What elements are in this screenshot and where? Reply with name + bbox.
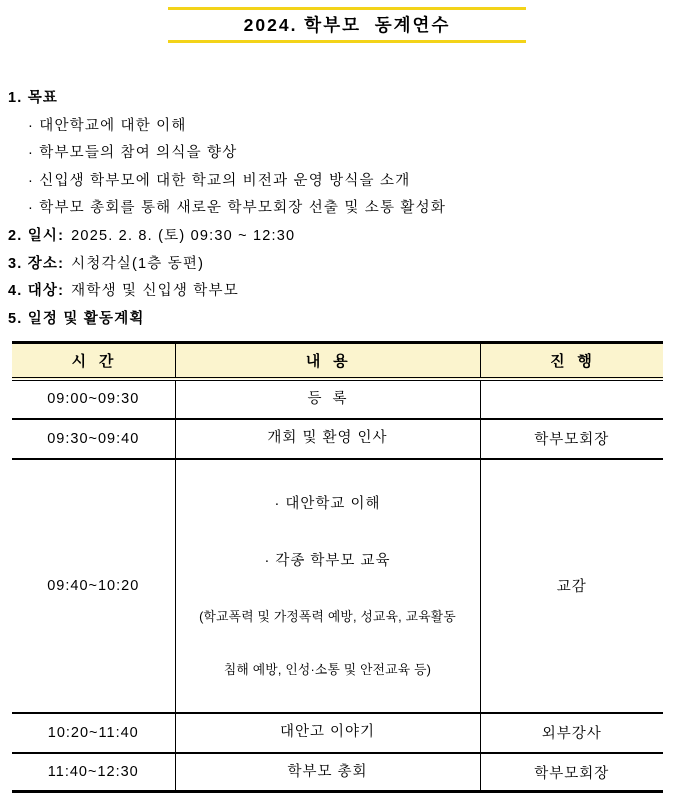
content-line: · 각종 학부모 교육 xyxy=(264,552,391,569)
cell-content xyxy=(175,379,480,419)
header-time: 시 간 xyxy=(12,343,175,379)
cell-content xyxy=(175,459,480,713)
cell-content xyxy=(175,753,480,792)
content-line: 대안고 이야기 xyxy=(279,724,376,741)
cell-time: 10:20~11:40 xyxy=(47,724,139,741)
document-body xyxy=(0,85,675,333)
goal-item: · 대안학교에 대한 이해 xyxy=(28,117,187,134)
goal-item: · 학부모들의 참여 의식을 향상 xyxy=(28,145,238,162)
place-value: 시청각실(1층 동편) xyxy=(71,255,205,272)
cell-content xyxy=(175,419,480,459)
goal-item: · 학부모 총회를 통해 새로운 학부모회장 선출 및 소통 활성화 xyxy=(28,200,447,217)
section-schedule-heading: 5. 일정 및 활동계획 xyxy=(8,310,145,327)
title-box xyxy=(168,7,526,43)
cell-lead: 학부모회장 xyxy=(480,753,663,792)
section-goal-heading: 1. 목표 xyxy=(8,90,59,106)
section-place xyxy=(8,251,675,279)
document-page xyxy=(0,7,675,793)
header-content: 내 용 xyxy=(175,343,480,379)
target-value: 재학생 및 신입생 학부모 xyxy=(71,283,239,300)
place-label: 3. 장소: xyxy=(8,255,65,272)
content-line: 등 록 xyxy=(307,390,348,407)
page-title: 2024. 학부모 동계연수 xyxy=(243,15,451,35)
header-lead: 진 행 xyxy=(480,343,663,379)
cell-lead: 교감 xyxy=(480,459,663,713)
cell-lead: 학부모회장 xyxy=(480,419,663,459)
goal-item: · 신입생 학부모에 대한 학교의 비전과 운영 방식을 소개 xyxy=(28,172,411,189)
content-line: 침해 예방, 인성·소통 및 안전교육 등) xyxy=(223,661,432,677)
schedule-table xyxy=(12,341,663,793)
cell-time: 09:30~09:40 xyxy=(47,430,140,447)
table-row xyxy=(12,753,663,792)
datetime-label: 2. 일시: xyxy=(8,227,65,244)
datetime-value: 2025. 2. 8. (토) 09:30 ~ 12:30 xyxy=(71,227,296,244)
cell-content xyxy=(175,713,480,753)
target-label: 4. 대상: xyxy=(8,283,65,300)
section-target xyxy=(8,278,675,306)
cell-lead xyxy=(480,379,663,419)
table-header-row xyxy=(12,343,663,379)
section-datetime xyxy=(8,223,675,251)
content-line: 학부모 총회 xyxy=(287,763,368,780)
content-line: (학교폭력 및 가정폭력 예방, 성교육, 교육활동 xyxy=(199,608,456,624)
table-row xyxy=(12,419,663,459)
cell-lead: 외부강사 xyxy=(480,713,663,753)
table-row xyxy=(12,379,663,419)
table-row xyxy=(12,459,663,713)
content-line: 개회 및 환영 인사 xyxy=(267,430,388,447)
table-row xyxy=(12,713,663,753)
cell-time: 09:40~10:20 xyxy=(47,577,140,594)
cell-time: 11:40~12:30 xyxy=(47,764,139,781)
content-line: · 대안학교 이해 xyxy=(274,495,381,512)
cell-time: 09:00~09:30 xyxy=(47,391,140,408)
